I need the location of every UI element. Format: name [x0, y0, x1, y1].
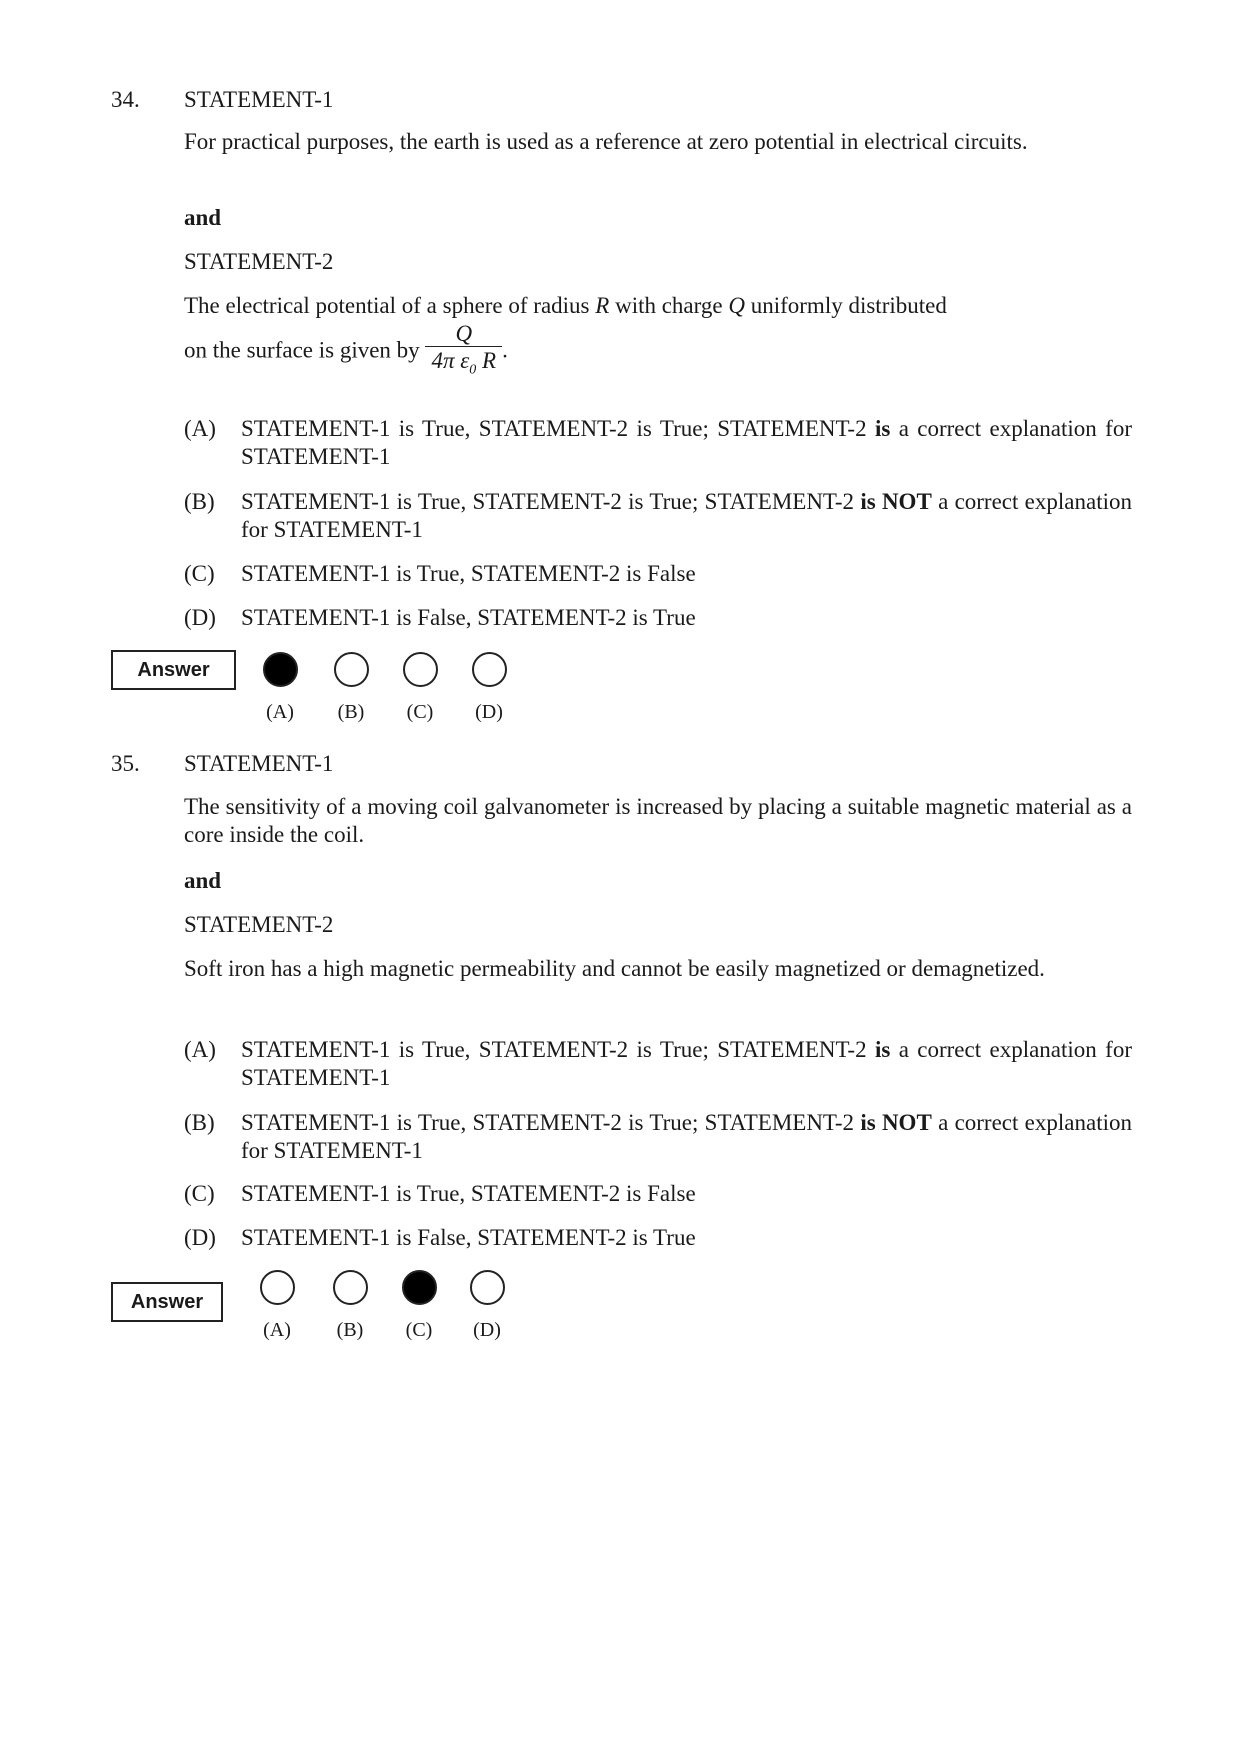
statement-1-label: STATEMENT-1 [184, 87, 334, 112]
option-text: STATEMENT-1 is True, STATEMENT-2 is False [241, 1181, 696, 1206]
and-connector: and [184, 205, 222, 230]
statement-2-label: STATEMENT-2 [184, 249, 334, 274]
bubble-label: (A) [263, 1319, 291, 1341]
option-letter: (A) [184, 416, 216, 441]
answer-bubble-b[interactable] [334, 652, 369, 687]
bubble-label: (B) [336, 1319, 364, 1341]
option-text: STATEMENT-1 is True, STATEMENT-2 is True; STATEMENT-2 is a correct explanation for STATEMENT-1 [241, 416, 1132, 469]
bubble-label: (A) [266, 701, 294, 723]
bubble-label: (D) [473, 1319, 501, 1341]
statement-2-formula-line: on the surface is given by $\frac{Q}{4\pi \varepsilon_0 R}$ . [184, 322, 508, 383]
option-letter: (C) [184, 561, 215, 586]
answer-bubble-b[interactable] [333, 1270, 368, 1305]
statement-1-text: For practical purposes, the earth is used as a reference at zero potential in electrical circuits. [184, 129, 1028, 154]
statement-1-label: STATEMENT-1 [184, 751, 334, 776]
option-text: STATEMENT-1 is True, STATEMENT-2 is True; STATEMENT-2 is NOT a correct explanation for STATEMENT-1 [241, 489, 1132, 542]
statement-2-label: STATEMENT-2 [184, 912, 334, 937]
statement-1-text: The sensitivity of a moving coil galvanometer is increased by placing a suitable magnetic material as a core inside the coil. [184, 794, 1132, 847]
option-text: STATEMENT-1 is False, STATEMENT-2 is True [241, 605, 696, 630]
option-letter: (D) [184, 605, 216, 630]
answer-bubble-c[interactable] [403, 652, 438, 687]
option-text: STATEMENT-1 is True, STATEMENT-2 is False [241, 561, 696, 586]
and-connector: and [184, 868, 222, 893]
option-letter: (B) [184, 1110, 215, 1135]
bubble-label: (C) [406, 701, 434, 723]
answer-bubble-a[interactable] [260, 1270, 295, 1305]
answer-bubble-c-selected[interactable] [402, 1270, 437, 1305]
option-letter: (C) [184, 1181, 215, 1206]
option-text: STATEMENT-1 is True, STATEMENT-2 is True; STATEMENT-2 is a correct explanation for STATEMENT-1 [241, 1037, 1132, 1090]
statement-2-text: Soft iron has a high magnetic permeability and cannot be easily magnetized or demagnetized. [184, 956, 1045, 981]
answer-label-box: Answer [111, 1282, 223, 1322]
option-letter: (B) [184, 489, 215, 514]
bubble-label: (D) [475, 701, 503, 723]
potential-fraction: $\frac{Q}{4\pi \varepsilon_0 R}$ [425, 322, 502, 383]
bubble-label: (C) [405, 1319, 433, 1341]
answer-bubble-d[interactable] [472, 652, 507, 687]
bubble-label: (B) [337, 701, 365, 723]
answer-label-box: Answer [111, 650, 236, 690]
option-text: STATEMENT-1 is False, STATEMENT-2 is True [241, 1225, 696, 1250]
option-letter: (D) [184, 1225, 216, 1250]
option-text: STATEMENT-1 is True, STATEMENT-2 is True; STATEMENT-2 is NOT a correct explanation for STATEMENT-1 [241, 1110, 1132, 1163]
question-number: 34. [111, 87, 140, 112]
answer-bubble-a-selected[interactable] [263, 652, 298, 687]
option-letter: (A) [184, 1037, 216, 1062]
answer-bubble-d[interactable] [470, 1270, 505, 1305]
statement-2-text: The electrical potential of a sphere of radius R with charge Q uniformly distributed [184, 293, 947, 318]
question-number: 35. [111, 751, 140, 776]
